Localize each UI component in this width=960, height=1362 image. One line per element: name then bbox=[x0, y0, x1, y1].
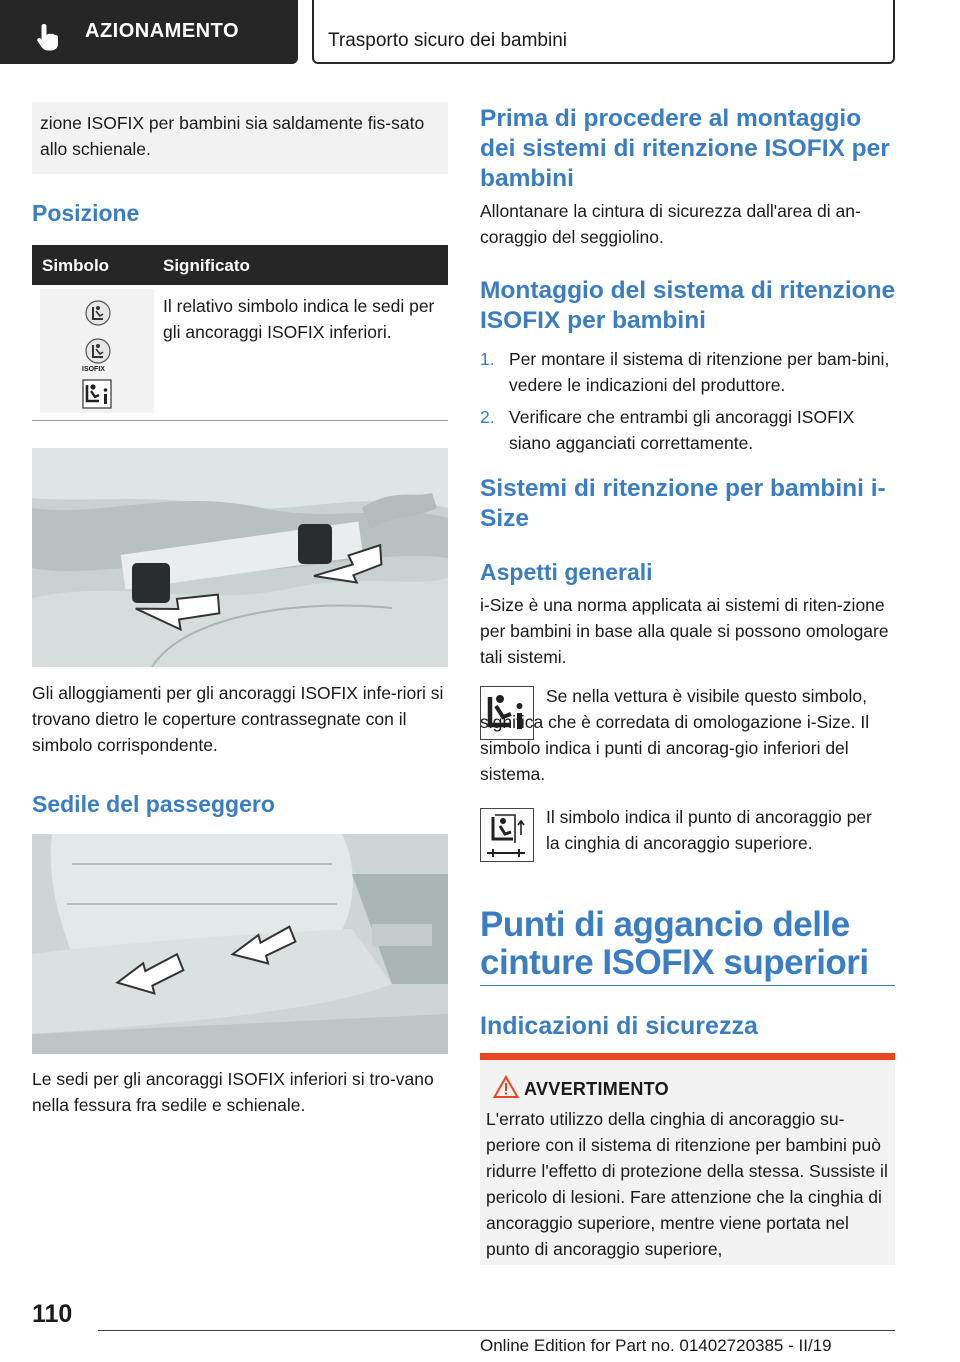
top-tether-text: Il simbolo indica il punto di ancoraggio per la cinghia di ancoraggio superiore. bbox=[546, 807, 872, 853]
passenger-seat-heading: Sedile del passeggero bbox=[32, 791, 275, 817]
isofix-seat-icon bbox=[84, 337, 112, 365]
section-tab bbox=[0, 0, 298, 64]
step-number: 2. bbox=[480, 407, 495, 427]
isize-icon bbox=[82, 379, 112, 409]
safety-heading: Indicazioni di sicurezza bbox=[480, 1012, 758, 1040]
child-seat-icon bbox=[84, 299, 112, 327]
passenger-seat-photo bbox=[32, 834, 448, 1054]
warning-box bbox=[480, 1053, 895, 1265]
list-item bbox=[480, 346, 896, 398]
steps-list bbox=[480, 346, 896, 462]
warning-icon bbox=[493, 1075, 519, 1099]
posizione-heading: Posizione bbox=[32, 200, 140, 226]
isize-symbol-text bbox=[480, 683, 898, 787]
page-title-box bbox=[312, 0, 895, 64]
seatbelt-text: Allontanare la cintura di sicurezza dall'area di an-coraggio del seggiolino. bbox=[480, 201, 861, 247]
table-divider bbox=[32, 420, 448, 421]
warning-title: AVVERTIMENTO bbox=[524, 1079, 669, 1099]
col-symbol-header: Simbolo bbox=[42, 256, 110, 275]
upper-anchor-heading: Punti di aggancio delle cinture ISOFIX superiori bbox=[480, 905, 869, 982]
page-title: Trasporto sicuro dei bambini bbox=[328, 30, 568, 51]
section-label: AZIONAMENTO bbox=[85, 20, 240, 42]
step-text: Per montare il sistema di ritenzione per bam-bini, vedere le indicazioni del produttore. bbox=[509, 349, 890, 395]
before-mounting-heading: Prima di procedere al montaggio dei sistemi di ritenzione ISOFIX per bambini bbox=[480, 105, 890, 192]
symbol-meaning: Il relativo simbolo indica le sedi per gli ancoraggi ISOFIX inferiori. bbox=[163, 296, 435, 342]
isize-symbol-description: Se nella vettura è visibile questo simbolo, significa che è corredata di omologazione i-Size. Il simbolo indica i punti di ancorag-gio inferiori del sistema. bbox=[480, 686, 870, 784]
footer-rule bbox=[98, 1330, 895, 1331]
step-number: 1. bbox=[480, 349, 495, 369]
edition-text: Online Edition for Part no. 01402720385 - II/19 bbox=[480, 1336, 832, 1355]
seat-gap-text: Le sedi per gli ancoraggi ISOFIX inferiori si tro-vano nella fessura fra sedile e schienale. bbox=[32, 1069, 434, 1115]
list-item bbox=[480, 404, 896, 456]
general-aspects-heading: Aspetti generali bbox=[480, 559, 653, 585]
warning-text: L'errato utilizzo della cinghia di ancoraggio su-periore con il sistema di ritenzione per bambini può ridurre l'effetto di protezione della stessa. Sussiste il pericolo di lesioni. Fare attenzione che la cinghia di ancoraggio superiore, mentre viene portata nel punto di ancoraggio superiore, bbox=[486, 1109, 888, 1259]
heading-rule bbox=[480, 985, 895, 986]
table-header bbox=[32, 245, 448, 285]
isofix-location-text: Gli alloggiamenti per gli ancoraggi ISOFIX infe-riori si trovano dietro le coperture contrassegnate con il simbolo corrispondente. bbox=[32, 683, 444, 755]
col-meaning-header: Significato bbox=[163, 256, 250, 275]
page-number: 110 bbox=[32, 1300, 73, 1328]
pointing-hand-icon bbox=[34, 22, 64, 52]
symbol-cell bbox=[40, 289, 154, 413]
isize-definition-text: i-Size è una norma applicata ai sistemi di riten-zione per bambini in base alla quale si possono omologare tali sistemi. bbox=[480, 595, 889, 667]
continued-note: zione ISOFIX per bambini sia saldamente fis-sato allo schienale. bbox=[32, 102, 448, 174]
step-text: Verificare che entrambi gli ancoraggi ISOFIX siano agganciati correttamente. bbox=[509, 407, 855, 453]
top-tether-icon bbox=[480, 808, 534, 862]
isofix-label: ISOFIX bbox=[82, 366, 105, 373]
table-row bbox=[32, 285, 448, 409]
mounting-heading: Montaggio del sistema di ritenzione ISOFIX per bambini bbox=[480, 277, 896, 334]
isofix-anchor-photo bbox=[32, 448, 448, 667]
symbol-table bbox=[32, 245, 448, 409]
isize-heading: Sistemi di ritenzione per bambini i-Size bbox=[480, 475, 886, 532]
